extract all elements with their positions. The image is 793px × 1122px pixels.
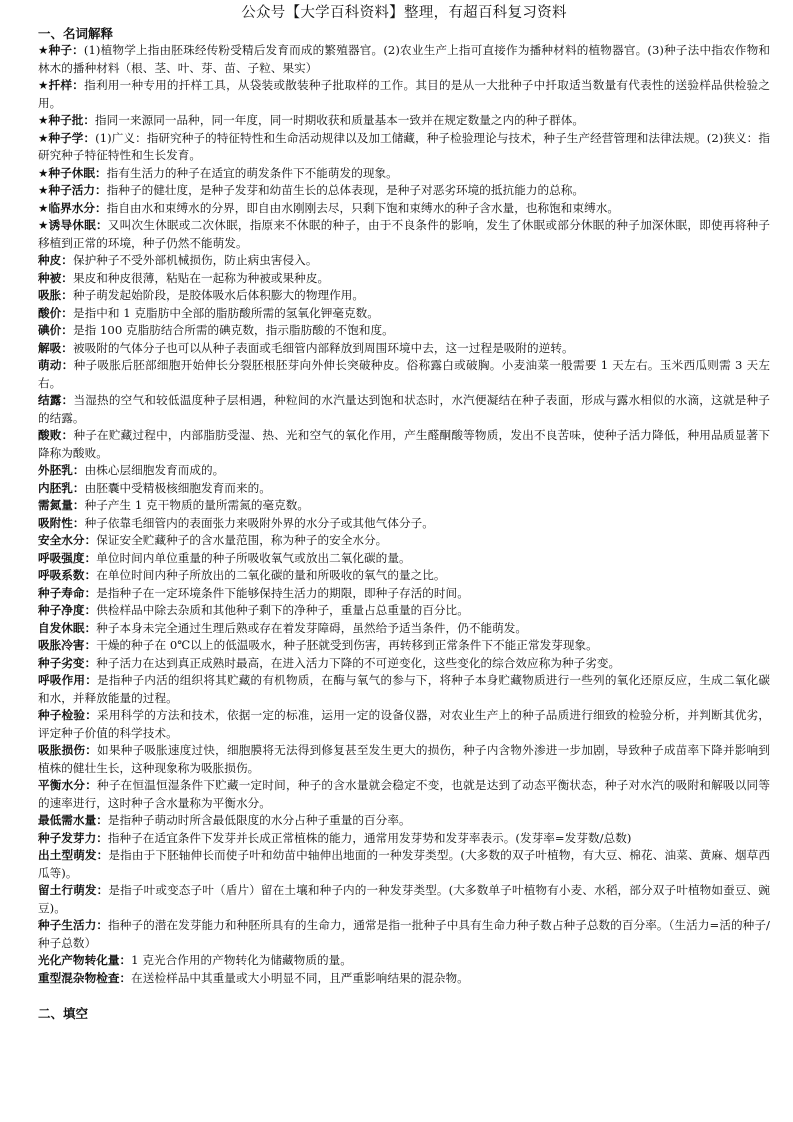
section-title-terms: 一、名词解释 <box>38 26 114 41</box>
term-definition: 采用科学的方法和技术，依据一定的标准，运用一定的设备仪器，对农业生产上的种子品质进行细致的检验分析，并判断其优劣，评定种子价值的科学技术。 <box>38 708 770 740</box>
term-label: ★种子活力： <box>38 183 107 197</box>
term-label: ★种子休眠： <box>38 165 107 180</box>
term-definition: 保证安全贮藏种子的含水量范围，称为种子的安全水分。 <box>96 533 388 547</box>
term-label: 种子生活力： <box>38 918 109 932</box>
term-entry <box>38 952 770 970</box>
term-entry <box>38 77 770 112</box>
term-entry <box>38 532 770 550</box>
term-entry <box>38 340 770 358</box>
term-label: 吸胀冷害： <box>38 638 97 652</box>
term-label: 平衡水分： <box>38 778 98 792</box>
term-label: 需氮量： <box>38 498 85 512</box>
term-definition: 是指种子萌动时所含最低限度的水分占种子重量的百分率。 <box>107 813 411 827</box>
term-label: 种皮： <box>38 253 73 267</box>
term-label: 呼吸作用： <box>38 673 98 687</box>
term-label: 吸胀损伤： <box>38 743 98 757</box>
term-label: 吸胀： <box>38 288 73 302</box>
term-entry <box>38 672 770 707</box>
term-definition: 种子吸胀后胚部细胞开始伸长分裂胚根胚芽向外伸长突破种皮。俗称露白或破胸。小麦油菜一般需要 1 天左右。玉米西瓜则需 3 天左右。 <box>38 358 770 390</box>
term-definition: 种子在贮藏过程中，内部脂肪受湿、热、光和空气的氧化作用，产生醛酮酸等物质，发出不良苦味，使种子活力降低，种用品质显著下降称为酸败。 <box>38 428 770 460</box>
term-entry <box>38 497 770 515</box>
term-definition: 由胚囊中受精极核细胞发育而来的。 <box>84 480 271 495</box>
term-definition: 当湿热的空气和较低温度种子层相遇，种粒间的水汽量达到饱和状态时，水汽便凝结在种子表面，形成与露水相似的水滴，这就是种子的结露。 <box>38 393 770 425</box>
term-entry <box>38 252 770 270</box>
term-entry <box>38 357 770 392</box>
term-entry <box>38 270 770 288</box>
term-entry <box>38 515 770 533</box>
term-definition: (1)植物学上指由胚珠经传粉受精后发育而成的繁殖器官。(2)农业生产上指可直接作为播种材料的植物器官。(3)种子法中指农作物和林木的播种材料（根、茎、叶、芽、苗、子粒、果实） <box>38 43 770 75</box>
term-definition: 果皮和种皮很薄，粘贴在一起称为种被或果种皮。 <box>72 270 330 285</box>
term-entry <box>38 217 770 252</box>
term-entry <box>38 777 770 812</box>
term-entry <box>38 165 770 183</box>
section-title-fill: 二、填空 <box>38 1006 89 1021</box>
term-definition: 是指种子内活的组织将其贮藏的有机物质，在酶与氧气的参与下，将种子本身贮藏物质进行一些列的氧化还原反应，生成二氧化碳和水，并释放能量的过程。 <box>38 673 770 705</box>
term-entry <box>38 620 770 638</box>
term-entry <box>38 480 770 498</box>
term-label: 留土行萌发： <box>38 883 109 897</box>
term-label: 最低需水量： <box>38 813 108 827</box>
term-definition: 是指中和 1 克脂肪中全部的脂肪酸所需的氢氧化钾毫克数。 <box>72 305 379 320</box>
term-entry <box>38 917 770 952</box>
term-definition: 是指 100 克脂肪结合所需的碘克数，指示脂肪酸的不饱和度。 <box>72 323 394 337</box>
term-label: ★种子批： <box>38 113 96 127</box>
term-entry <box>38 305 770 323</box>
term-entry <box>38 970 770 988</box>
term-definition: 供检样品中除去杂质和其他种子剩下的净种子，重量占总重量的百分比。 <box>96 603 469 617</box>
term-definition: 被吸附的气体分子也可以从种子表面或毛细管内部释放到周围环境中去，这一过程是吸附的逆转。 <box>72 340 574 355</box>
term-label: 内胚乳： <box>38 480 85 495</box>
document-page <box>38 4 770 1022</box>
term-definition: 在送检样品中其重量或大小明显不同，且严重影响结果的混杂物。 <box>131 970 469 985</box>
term-definition: 由株心层细胞发育而成的。 <box>84 463 225 477</box>
term-label: 光化产物转化量： <box>38 953 132 967</box>
term-definition: 指利用一种专用的扦样工具，从袋装或散装种子批取样的工作。其目的是从一大批种子中扦取适当数量有代表性的送验样品供检验之用。 <box>38 78 770 110</box>
term-entry <box>38 707 770 742</box>
term-entry <box>38 847 770 882</box>
term-definition: 种子依靠毛细管内的表面张力来吸附外界的水分子或其他气体分子。 <box>84 515 434 530</box>
term-entry <box>38 462 770 480</box>
term-entry <box>38 742 770 777</box>
term-entry <box>38 130 770 165</box>
term-label: ★诱导休眠： <box>38 218 108 232</box>
term-definition: 种子本身未完全通过生理后熟或存在着发芽障碍，虽然给予适当条件，仍不能萌发。 <box>96 620 528 635</box>
term-entry <box>38 585 770 603</box>
term-label: 碘价： <box>38 323 73 337</box>
term-label: 安全水分： <box>38 533 97 547</box>
term-list <box>38 42 770 987</box>
term-entry <box>38 830 770 848</box>
term-entry <box>38 112 770 130</box>
term-label: 外胚乳： <box>38 463 85 477</box>
term-definition: 指有生活力的种子在适宜的萌发条件下不能萌发的现象。 <box>106 165 398 180</box>
term-label: 萌动： <box>38 358 74 372</box>
term-entry <box>38 200 770 218</box>
term-label: 结露： <box>38 393 74 407</box>
term-label: 吸附性： <box>38 515 85 530</box>
term-entry <box>38 322 770 340</box>
term-definition: 是指子叶或变态子叶（盾片）留在土壤和种子内的一种发芽类型。(大多数单子叶植物有小麦、水稻，部分双子叶植物如蚕豆、豌豆)。 <box>38 883 770 915</box>
term-label: 出土型萌发： <box>38 848 109 862</box>
term-entry <box>38 550 770 568</box>
term-entry <box>38 637 770 655</box>
term-definition: 指自由水和束缚水的分界，即自由水刚刚去尽，只剩下饱和束缚水的种子含水量，也称饱和束缚水。 <box>106 200 619 215</box>
term-definition: (1)广义：指研究种子的特征特性和生命活动规律以及加工储藏，种子检验理论与技术，种子生产经营管理和法律法规。(2)狭义：指研究种子特征特性和生长发育。 <box>38 130 770 162</box>
term-label: 自发休眠： <box>38 620 97 635</box>
term-definition: 在单位时间内种子所放出的二氧化碳的量和所吸收的氧气的量之比。 <box>96 568 446 582</box>
term-entry <box>38 655 770 673</box>
term-label: 酸败： <box>38 428 74 442</box>
term-definition: 指种子的健壮度，是种子发芽和幼苗生长的总体表现，是种子对恶劣环境的抵抗能力的总称。 <box>106 183 585 197</box>
term-label: 种子检验： <box>38 708 98 722</box>
term-label: ★种子： <box>38 43 84 57</box>
term-label: 种子净度： <box>38 603 97 617</box>
term-entry <box>38 602 770 620</box>
term-entry <box>38 287 770 305</box>
term-definition: 种子在恒温恒湿条件下贮藏一定时间，种子的含水量就会稳定不变，也就是达到了动态平衡状态，种子对水汽的吸附和解吸以同等的速率进行，这时种子含水量称为平衡水分。 <box>38 778 770 810</box>
term-label: ★扦样： <box>38 78 85 92</box>
term-definition: 如果种子吸胀速度过快，细胞膜将无法得到修复甚至发生更大的损伤，种子内含物外渗进一步加剧，导致种子成苗率下降并影响到植株的健壮生长，这种现象称为吸胀损伤。 <box>38 743 770 775</box>
term-label: 重型混杂物检查： <box>38 970 132 985</box>
term-entry <box>38 567 770 585</box>
term-definition: 指种子的潜在发芽能力和种胚所具有的生命力，通常是指一批种子中具有生命力种子数占种子总数的百分率。（生活力=活的种子/种子总数） <box>38 918 770 950</box>
page-header: 公众号【大学百科资料】整理，有超百科复习资料 <box>241 5 567 21</box>
term-label: 解吸： <box>38 340 73 355</box>
term-definition: 指同一来源同一品种，同一年度，同一时期收获和质量基本一致并在规定数量之内的种子群体。 <box>95 113 585 127</box>
term-definition: 种子产生 1 克干物质的量所需氮的毫克数。 <box>84 498 310 512</box>
term-entry <box>38 42 770 77</box>
term-entry <box>38 182 770 200</box>
term-definition: 又叫次生休眠或二次休眠，指原来不休眠的种子，由于不良条件的影响，发生了休眠或部分休眠的种子加深休眠，即使再将种子移植到正常的环境，种子仍然不能萌发。 <box>38 218 770 250</box>
term-label: 呼吸系数： <box>38 568 97 582</box>
term-entry <box>38 882 770 917</box>
term-entry <box>38 392 770 427</box>
term-definition: 保护种子不受外部机械损伤，防止病虫害侵入。 <box>72 253 318 267</box>
term-definition: 干燥的种子在 0℃以上的低温吸水，种子胚就受到伤害，再转移到正常条件下不能正常发芽现象。 <box>96 638 598 652</box>
term-label: 种子发芽力： <box>38 830 108 845</box>
term-definition: 是指种子在一定环境条件下能够保持生活力的期限，即种子存活的时间。 <box>96 585 469 600</box>
term-label: ★临界水分： <box>38 200 107 215</box>
term-label: 种子劣变： <box>38 655 97 670</box>
term-label: 种子寿命： <box>38 585 97 600</box>
term-definition: 1 克光合作用的产物转化为储藏物质的量。 <box>131 953 352 967</box>
term-entry <box>38 812 770 830</box>
term-label: 酸价： <box>38 305 73 320</box>
term-definition: 单位时间内单位重量的种子所吸收氧气或放出二氧化碳的量。 <box>96 550 411 565</box>
term-entry <box>38 427 770 462</box>
term-definition: 种子活力在达到真正成熟时最高，在进入活力下降的不可逆变化，这些变化的综合效应称为种子劣变。 <box>96 655 621 670</box>
term-label: 呼吸强度： <box>38 550 97 565</box>
term-label: ★种子学： <box>38 130 96 145</box>
term-definition: 是指由于下胚轴伸长而使子叶和幼苗中轴伸出地面的一种发芽类型。(大多数的双子叶植物，有大豆、棉花、油菜、黄麻、烟草西瓜等)。 <box>38 848 770 880</box>
term-definition: 种子萌发起始阶段，是胶体吸水后体积膨大的物理作用。 <box>72 288 365 302</box>
term-label: 种被： <box>38 270 73 285</box>
term-definition: 指种子在适宜条件下发芽并长成正常植株的能力，通常用发芽势和发芽率表示。(发芽率=发芽数/总数) <box>107 830 632 845</box>
